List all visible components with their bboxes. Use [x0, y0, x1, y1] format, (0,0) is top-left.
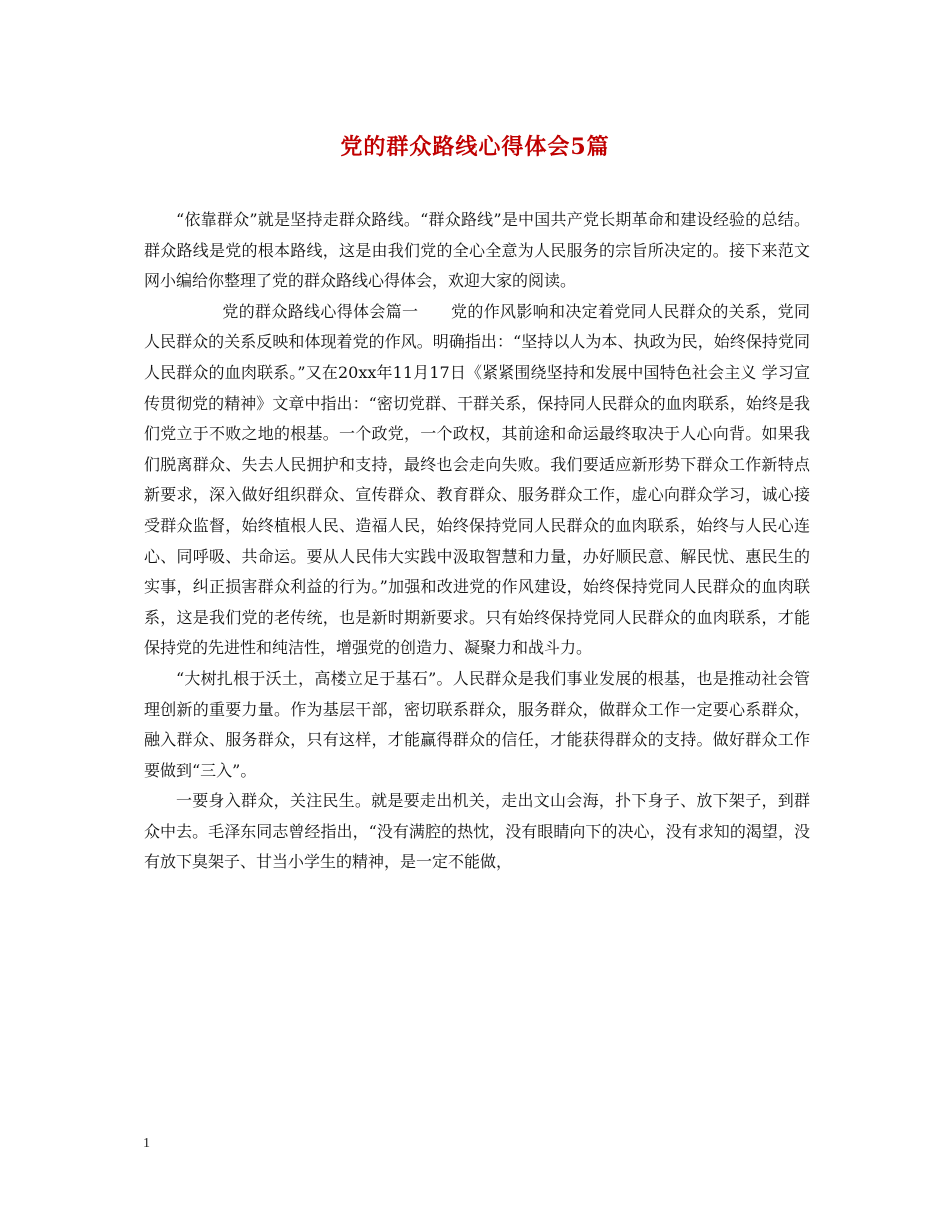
page-number: 1: [143, 1136, 150, 1151]
paragraph-first-point: 一要身入群众，关注民生。就是要走出机关，走出文山会海，扑下身子、放下架子，到群众中去。毛泽东同志曾经指出，“没有满腔的热忱，没有眼睛向下的决心，没有求知的渴望，没有放下臭架子、甘当小学生的精神，是一定不能做，: [144, 791, 810, 872]
document-title: 党的群众路线心得体会5篇: [340, 134, 610, 160]
paragraph-intro: “依靠群众”就是坚持走群众路线。“群众路线”是中国共产党长期革命和建设经验的总结。群众路线是党的根本路线，这是由我们党的全心全意为人民服务的宗旨所决定的。接下来范文网小编给你整理了党的群众路线心得体会，欢迎大家的阅读。: [144, 210, 810, 291]
paragraph-foundation: “大树扎根于沃土，高楼立足于基石”。人民群众是我们事业发展的根基，也是推动社会管理创新的重要力量。作为基层干部，密切联系群众，服务群众，做群众工作一定要心系群众，融入群众、服务群众，只有这样，才能赢得群众的信任，才能获得群众的支持。做好群众工作要做到“三入”。: [144, 668, 810, 780]
paragraph-section-one: 党的群众路线心得体会篇一 党的作风影响和决定着党同人民群众的关系，党同人民群众的关系反映和体现着党的作风。明确指出：“坚持以人为本、执政为民，始终保持党同人民群众的血肉联系。”又在20xx年11月17日《紧紧围绕坚持和发展中国特色社会主义 学习宣传贯彻党的精神》文章中指出：“密切党群、干群关系，保持同人民群众的血肉联系，始终是我们党立于不败之地的根基。一个政党，一个政权，其前途和命运最终取决于人心向背。如果我们脱离群众、失去人民拥护和支持，最终也会走向失败。我们要适应新形势下群众工作新特点新要求，深入做好组织群众、宣传群众、教育群众、服务群众工作，虚心向群众学习，诚心接受群众监督，始终植根人民、造福人民，始终保持党同人民群众的血肉联系，始终与人民心连心、同呼吸、共命运。要从人民伟大实践中汲取智慧和力量，办好顺民意、解民忧、惠民生的实事，纠正损害群众利益的行为。”加强和改进党的作风建设，始终保持党同人民群众的血肉联系，这是我们党的老传统，也是新时期新要求。只有始终保持党同人民群众的血肉联系，才能保持党的先进性和纯洁性，增强党的创造力、凝聚力和战斗力。: [144, 301, 810, 658]
document-body: [144, 205, 810, 878]
